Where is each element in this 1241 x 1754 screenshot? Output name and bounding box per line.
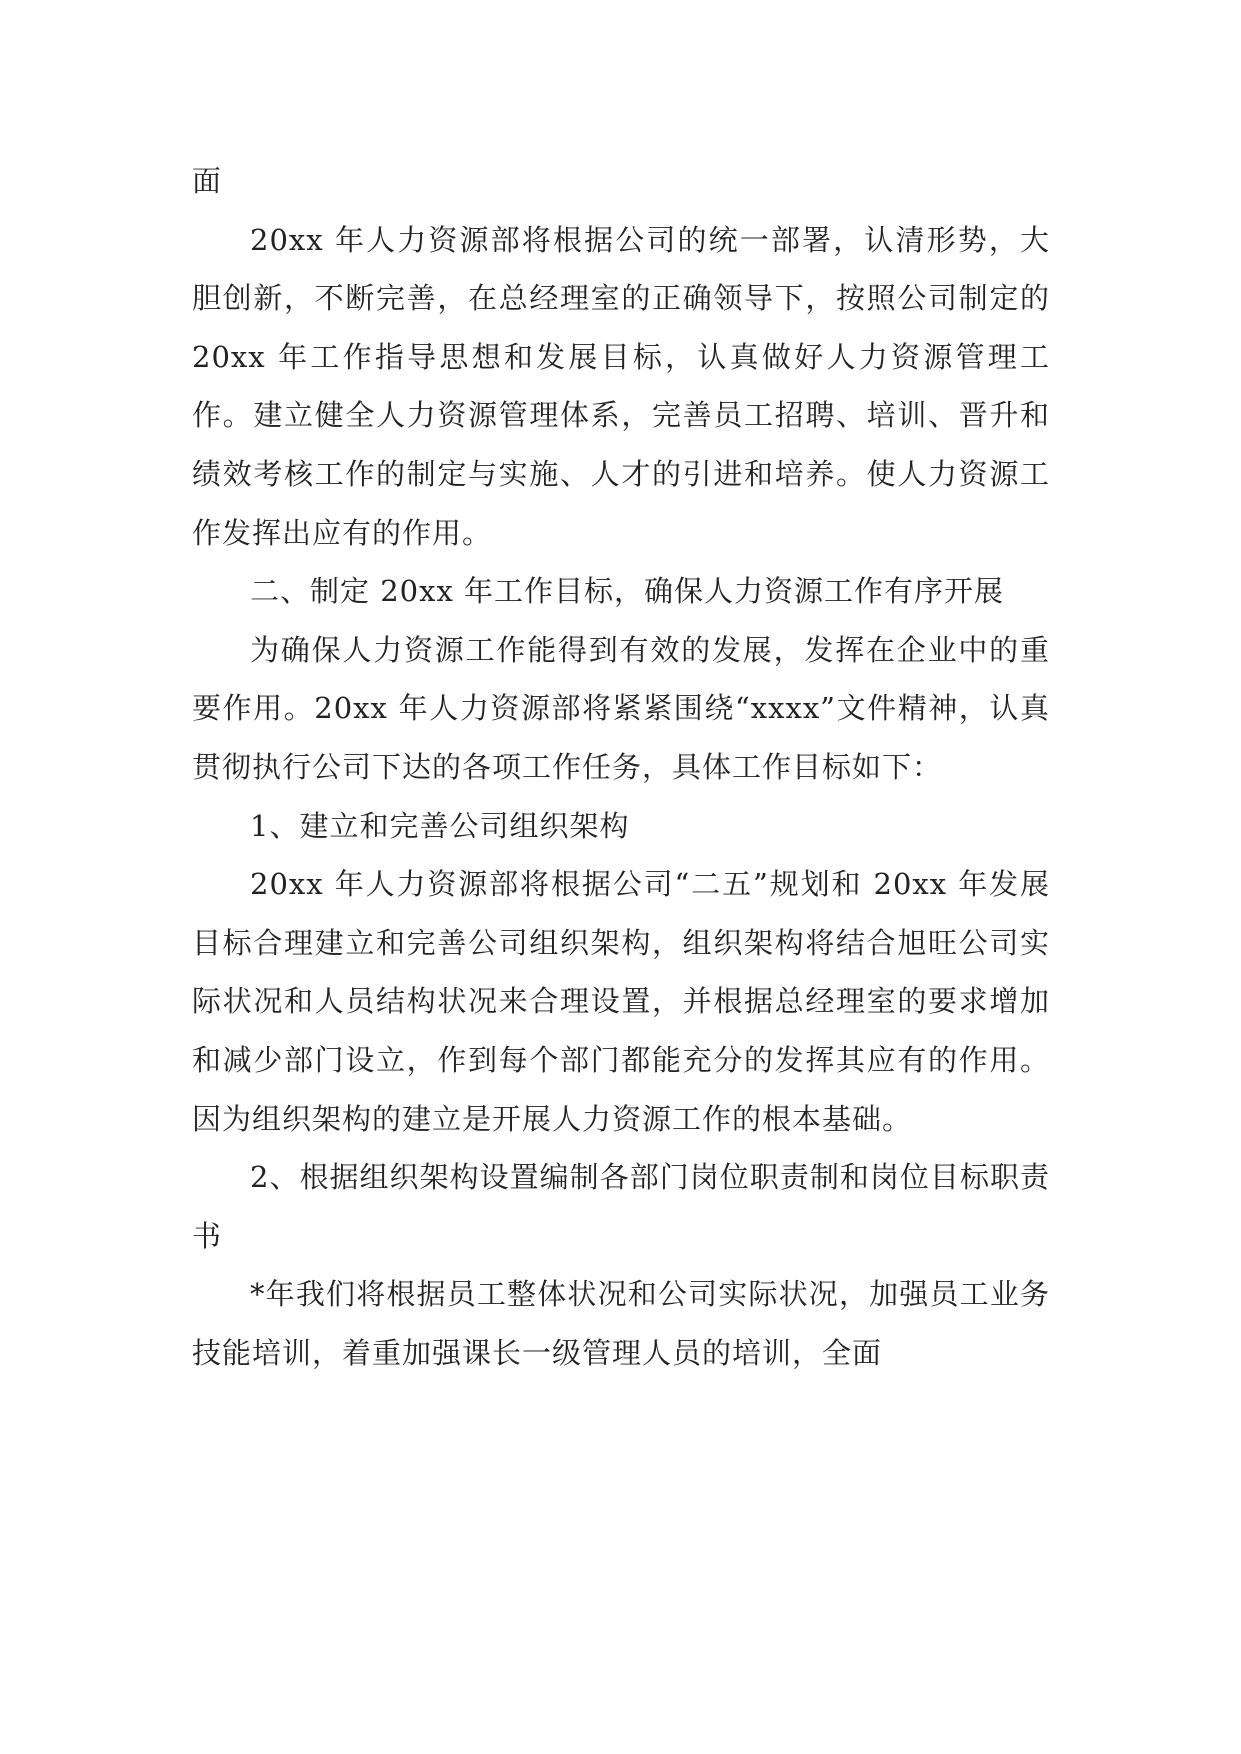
paragraph-goals-intro: 为确保人力资源工作能得到有效的发展，发挥在企业中的重要作用。20xx 年人力资源部将紧紧围绕“xxxx”文件精神，认真贯彻执行公司下达的各项工作任务，具体工作目标如下： [192,632,1050,784]
item-heading-1: 1、建立和完善公司组织架构 [250,808,630,843]
paragraph-org-structure: 20xx 年人力资源部将根据公司“二五”规划和 20xx 年发展目标合理建立和完善公司组织架构，组织架构将结合旭旺公司实际状况和人员结构状况来合理设置，并根据总经理室的要求增加和减少部门设立，作到每个部门都能充分的发挥其应有的作用。因为组织架构的建立是开展人力资源工作的根本基础。 [192,867,1050,1136]
section-heading-2: 二、制定 20xx 年工作目标，确保人力资源工作有序开展 [250,574,1005,609]
paragraph-hr-plan-intro: 20xx 年人力资源部将根据公司的统一部署，认清形势，大胆创新，不断完善，在总经理室的正确领导下，按照公司制定的 20xx 年工作指导思想和发展目标，认真做好人力资源管理工作。建立健全人力资源管理体系，完善员工招聘、培训、晋升和绩效考核工作的制定与实施、人才的引进和培养。使人力资源工作发挥出应有的作用。 [192,222,1050,550]
document-body [192,152,1050,1382]
paragraph-continuation: 面 [192,164,223,198]
item-heading-2: 2、根据组织架构设置编制各部门岗位职责制和岗位目标职责书 [192,1160,1050,1253]
paragraph-training: *年我们将根据员工整体状况和公司实际状况，加强员工业务技能培训，着重加强课长一级管理人员的培训，全面 [192,1277,1050,1370]
